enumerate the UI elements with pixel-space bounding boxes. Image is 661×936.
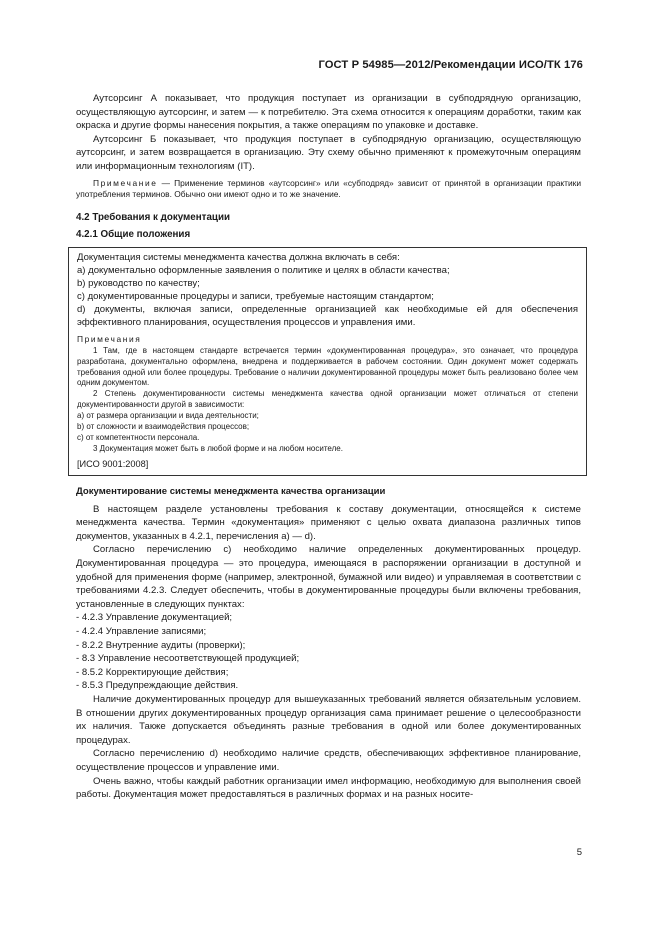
section-heading-4-2: 4.2 Требования к документации	[76, 212, 230, 224]
guidance-paragraph-1: В настоящем разделе установлены требования к составу документации, относящейся к системе менеджмента качества. Термин «документация» применяют с целью охвата диапазона различных типов документов, указанных в 4.2.1, перечисления a) — d).	[76, 503, 581, 542]
page-number: 5	[576, 847, 582, 858]
box-note-item: a) от размера организации и вида деятельности;	[77, 411, 259, 421]
note-label: Примечание	[93, 177, 158, 188]
box-note-item: b) от сложности и взаимодействия процессов;	[77, 422, 250, 432]
guidance-paragraph-4: Согласно перечислению d) необходимо наличие средств, обеспечивающих эффективное планирование, осуществление процессов и управление ими.	[76, 748, 581, 773]
list-item: - 4.2.4 Управление записями;	[76, 626, 207, 638]
list-item: - 8.2.2 Внутренние аудиты (проверки);	[76, 639, 246, 651]
outsourcing-a-paragraph: Аутсорсинг А показывает, что продукция поступает из организации в субподрядную организацию, осуществляющую аутсорсинг, и затем — к потребителю. Эта схема относится к операциям доработки, таким как окраска и другие формы нанесения покрытия, а также операциям по упаковке и доставке.	[76, 93, 581, 132]
box-note-2: 2 Степень документированности системы менеджмента качества одной организации может отличаться от степени документированности другой в зависимости:	[77, 389, 578, 410]
box-line: Документация системы менеджмента качества должна включать в себя:	[77, 252, 400, 264]
note-text: — Применение терминов «аутсорсинг» или «субподряд» зависит от принятой в организации практики употребления терминов. Обычно они имеют одно и то же значение.	[76, 177, 581, 199]
box-notes	[77, 346, 578, 455]
box-note-1: 1 Там, где в настоящем стандарте встречается термин «документированная процедура», это означает, что процедура разработана, документально оформлена, внедрена и поддерживается в рабочем состоянии. Один документ может содержать требования одной или более процедуры. Требование о наличии документированной процедуры может быть реализовано более чем одним документом.	[77, 345, 578, 388]
page-content	[76, 92, 581, 802]
procedure-list	[76, 611, 581, 693]
intro-note	[76, 178, 581, 201]
outsourcing-b-paragraph: Аутсорсинг Б показывает, что продукция поступает в субподрядную организацию, осуществляющую аутсорсинг, и затем возвращается в организацию. Эту схему обычно применяют к промежуточным операциям или информационным технологиям (IT).	[76, 133, 581, 172]
section-heading-4-2-1: 4.2.1 Общие положения	[76, 229, 191, 241]
iso-reference: [ИСО 9001:2008]	[77, 458, 149, 469]
list-item: - 8.5.3 Предупреждающие действия.	[76, 680, 239, 692]
box-line: b) руководство по качеству;	[77, 278, 200, 290]
box-line: d) документы, включая записи, определенные организацией как необходимые ей для обеспечения эффективного планирования, осуществления процессов и управления ими.	[77, 304, 578, 328]
list-item: - 8.5.2 Корректирующие действия;	[76, 666, 229, 678]
list-item: - 8.3 Управление несоответствующей продукцией;	[76, 653, 300, 665]
box-notes-label: Примечания	[77, 333, 142, 344]
box-line: a) документально оформленные заявления о политике и целях в области качества;	[77, 265, 450, 277]
guidance-paragraph-2: Согласно перечислению c) необходимо наличие определенных документированных процедур. Документированная процедура — это процедура, имеющаяся в распоряжении организации в доступной и удобной для применения форме (например, электронной, бумажной или видео) и управляемая в соответствии с требованиями 4.2.3. Следует обеспечить, чтобы в документированные процедуры были включены требования, установленные в следующих пунктах:	[76, 544, 581, 610]
guidance-paragraph-3: Наличие документированных процедур для вышеуказанных требований является обязательным условием. В отношении других документированных процедур организация сама принимает решение о целесообразности их наличия. Также допускается объединять разные требования в одной или более документированных процедурах.	[76, 694, 581, 746]
guidance-heading: Документирование системы менеджмента качества организации	[76, 485, 386, 497]
guidance-paragraph-5: Очень важно, чтобы каждый работник организации имел информацию, необходимую для выполнения своей работы. Документация может предоставляться в различных формах и на разных носите-	[76, 775, 581, 801]
box-note-item: c) от компетентности персонала.	[77, 432, 200, 442]
running-header: ГОСТ Р 54985—2012/Рекомендации ИСО/ТК 176	[318, 59, 583, 71]
list-item: - 4.2.3 Управление документацией;	[76, 612, 233, 624]
iso-quote-box	[68, 247, 587, 475]
box-line: c) документированные процедуры и записи, требуемые настоящим стандартом;	[77, 291, 434, 303]
box-note-3: 3 Документация может быть в любой форме и на любом носителе.	[93, 443, 343, 453]
